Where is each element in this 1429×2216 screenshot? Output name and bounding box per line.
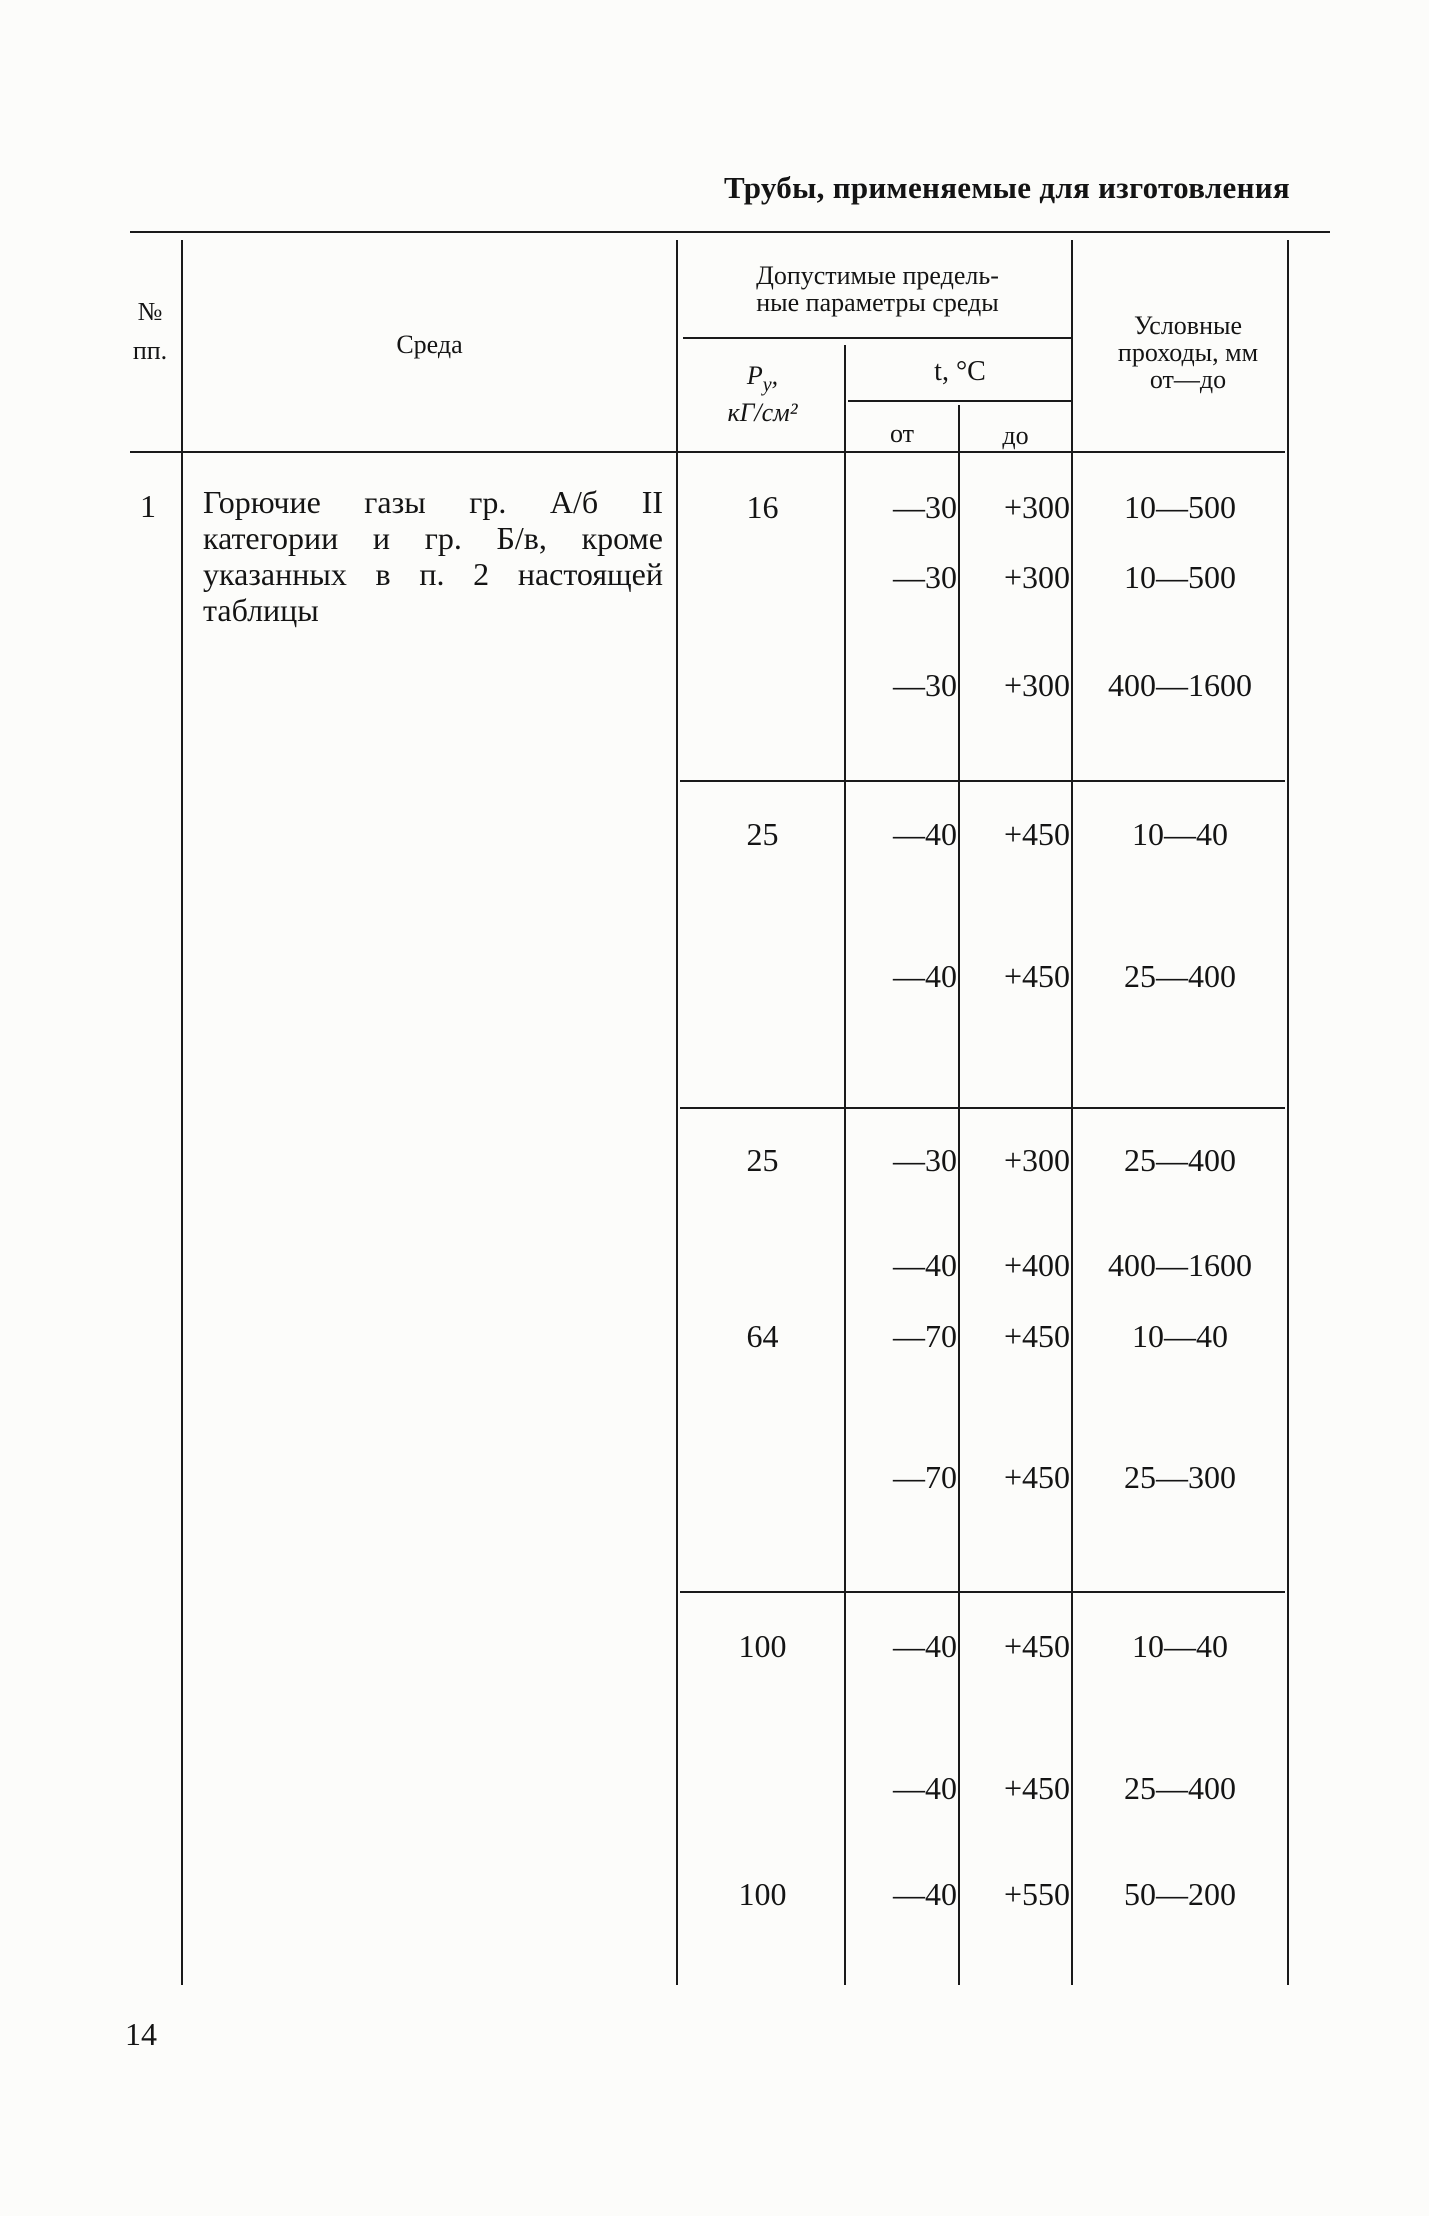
table-title: Трубы, применяемые для изготовления — [723, 170, 1290, 205]
header-no: № пп. — [132, 297, 168, 365]
medium-description: Горючие газы гр. А/б II категории и гр. Б/в, кроме указанных в п. 2 настоящей таблицы — [203, 484, 663, 628]
cell-dn: 25—400 — [1124, 958, 1236, 994]
cell-to: +450 — [1003, 816, 1070, 852]
cell-from: —40 — [893, 1628, 957, 1664]
cell-from: —30 — [893, 667, 957, 703]
cell-from: —70 — [893, 1318, 957, 1354]
cell-from: —40 — [893, 1770, 957, 1806]
header-from: от — [889, 419, 915, 448]
cell-p: 25 — [746, 816, 779, 852]
cell-p: 100 — [738, 1876, 787, 1912]
cell-to: +300 — [1003, 667, 1070, 703]
cell-from: —30 — [893, 1142, 957, 1178]
cell-from: —40 — [893, 1876, 957, 1912]
cell-to: +450 — [1003, 958, 1070, 994]
header-params: Допустимые предель- ные параметры среды — [756, 261, 999, 317]
cell-dn: 25—400 — [1124, 1142, 1236, 1178]
page-number: 14 — [125, 2016, 157, 2052]
cell-to: +450 — [1003, 1318, 1070, 1354]
cell-to: +300 — [1003, 559, 1070, 595]
cell-from: —40 — [893, 816, 957, 852]
cell-from: —40 — [893, 1247, 957, 1283]
cell-to: +450 — [1003, 1459, 1070, 1495]
cell-dn: 25—300 — [1124, 1459, 1236, 1495]
cell-dn: 25—400 — [1124, 1770, 1236, 1806]
row-number: 1 — [140, 488, 156, 524]
header-to: до — [1002, 421, 1029, 450]
cell-dn: 10—40 — [1132, 1318, 1228, 1354]
header-py: $P_у$, кГ/см² — [727, 361, 798, 427]
cell-from: —30 — [893, 489, 957, 525]
cell-dn: 50—200 — [1124, 1876, 1236, 1912]
cell-dn: 10—40 — [1132, 816, 1228, 852]
cell-dn: 10—40 — [1132, 1628, 1228, 1664]
header-t: t, °С — [934, 356, 986, 387]
cell-p: 16 — [746, 489, 779, 525]
header-dn: Условные проходы, мм от—до — [1117, 311, 1259, 394]
cell-to: +300 — [1003, 489, 1070, 525]
cell-to: +400 — [1003, 1247, 1070, 1283]
cell-from: —40 — [893, 958, 957, 994]
cell-dn: 10—500 — [1124, 559, 1236, 595]
cell-dn: 10—500 — [1124, 489, 1236, 525]
cell-to: +300 — [1003, 1142, 1070, 1178]
cell-from: —70 — [893, 1459, 957, 1495]
cell-p: 100 — [738, 1628, 787, 1664]
cell-dn: 400—1600 — [1108, 667, 1252, 703]
cell-dn: 400—1600 — [1108, 1247, 1252, 1283]
cell-p: 64 — [746, 1318, 779, 1354]
cell-to: +450 — [1003, 1770, 1070, 1806]
cell-to: +450 — [1003, 1628, 1070, 1664]
cell-to: +550 — [1003, 1876, 1070, 1912]
header-medium: Среда — [396, 330, 463, 359]
cell-p: 25 — [746, 1142, 779, 1178]
cell-from: —30 — [893, 559, 957, 595]
